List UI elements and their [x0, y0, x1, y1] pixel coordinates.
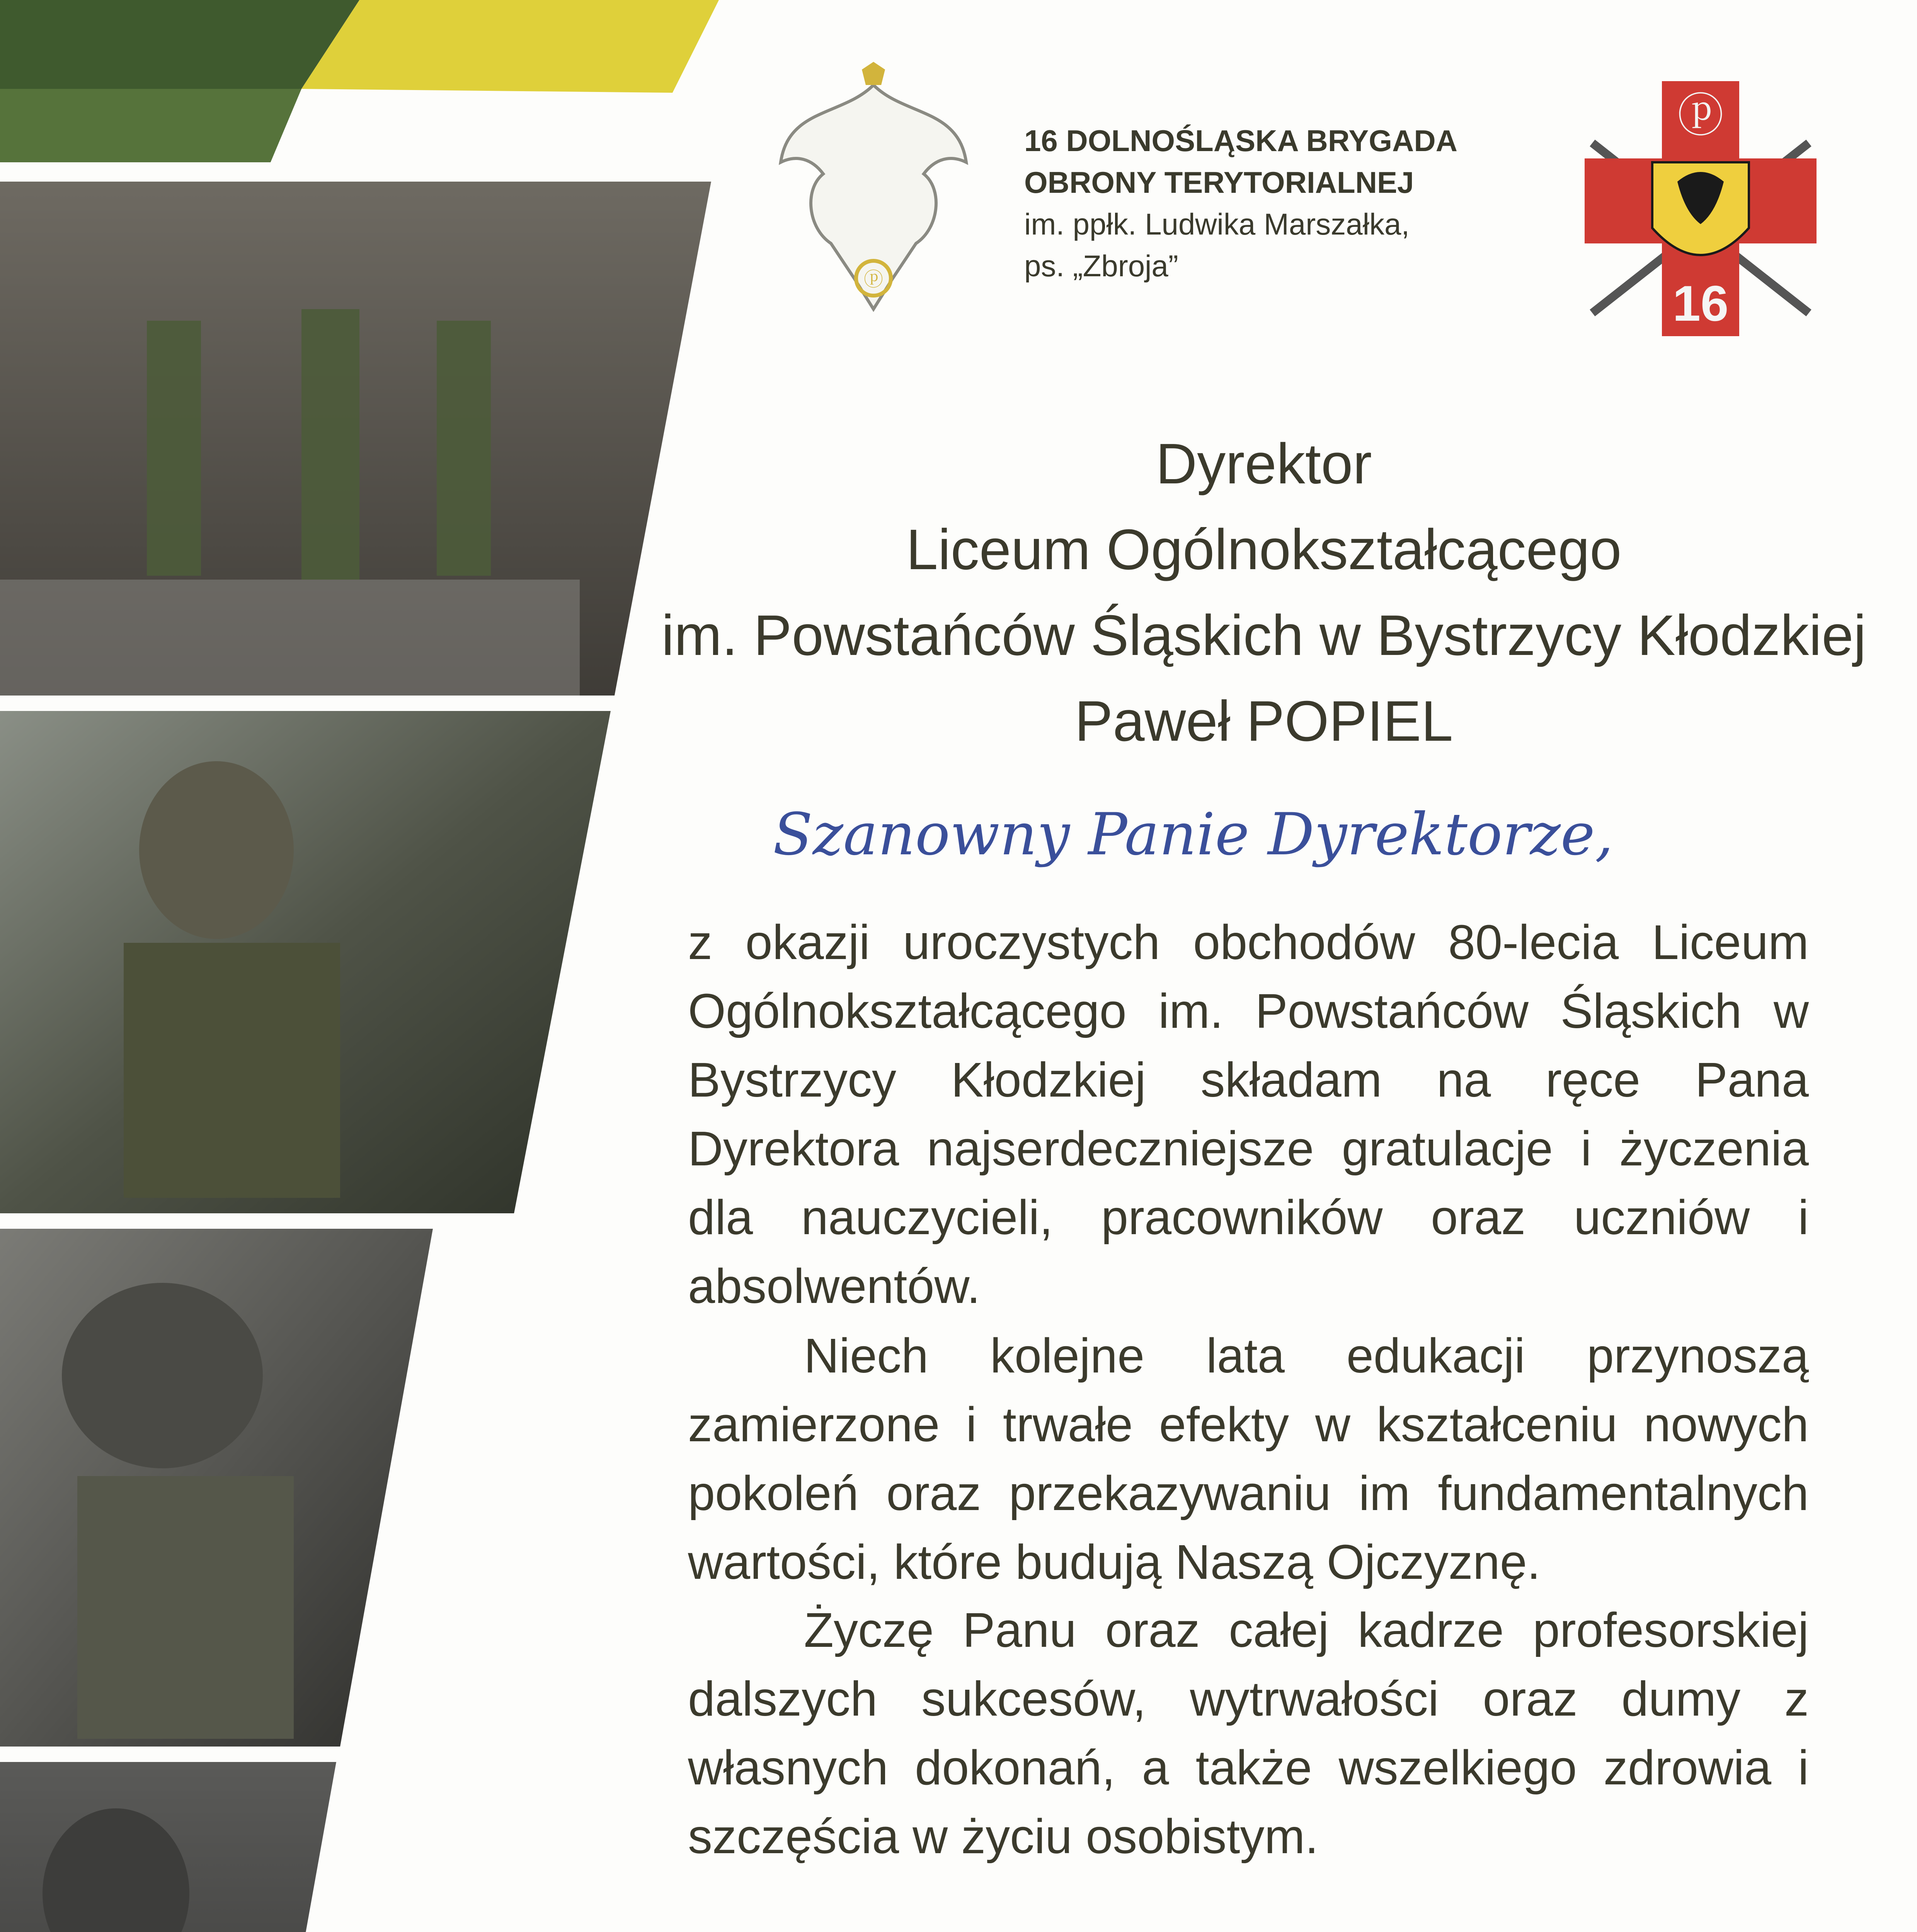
left-photo-strip — [0, 0, 734, 1932]
handwritten-salutation: Szanowny Panie Dyrektorze, — [773, 801, 1614, 868]
yellow-band-top — [301, 0, 719, 93]
unit-name-line2: OBRONY TERYTORIALNEJ — [1024, 165, 1414, 199]
body-paragraph-2: Niech kolejne lata edukacji przynoszą zamierzone i trwałe efekty w kształceniu nowych pokoleń oraz przekazywaniu im fundamentalnych wartości, które budują Naszą Ojczyznę. — [688, 1328, 1809, 1589]
addressee-school-line1: Liceum Ogólnokształcącego — [906, 518, 1622, 582]
body-paragraph-1: z okazji uroczystych obchodów 80-lecia Liceum Ogólnokształcącego im. Powstańców Śląskich w Bystrzycy Kłodzkiej składam na ręce Pana Dyrektora najserdeczniejsze gratulacje i życzenia dla nauczycieli, pracowników oraz uczniów i absolwentów. — [688, 915, 1809, 1313]
photo-soldiers-figures — [147, 309, 491, 580]
green-band-top — [0, 0, 359, 89]
green-band-top-2 — [0, 89, 301, 162]
badge-number: 16 — [1672, 275, 1729, 332]
unit-patron-line1: im. ppłk. Ludwika Marszałka, — [1024, 207, 1410, 241]
brigade-cross-badge-icon — [1561, 66, 1840, 359]
addressee-school-line2: im. Powstańców Śląskich w Bystrzycy Kłodzkiej — [661, 604, 1866, 667]
unit-patron-line2: ps. „Zbroja” — [1024, 249, 1178, 283]
addressee-name: Paweł POPIEL — [1074, 689, 1453, 753]
svg-text:ⓟ: ⓟ — [864, 268, 883, 291]
body-paragraph-3: Życzę Panu oraz całej kadrze profesorskiej dalszych sukcesów, wytrwałości oraz dumy z własnych dokonań, a także wszelkiego zdrowia i szczęścia w życiu osobistym. — [688, 1603, 1809, 1864]
svg-text:ⓟ: ⓟ — [1677, 89, 1724, 143]
addressee-title: Dyrektor — [1156, 432, 1372, 496]
unit-name-line1: 16 DOLNOŚLĄSKA BRYGADA — [1024, 124, 1457, 158]
polish-eagle-emblem-icon — [765, 62, 982, 332]
